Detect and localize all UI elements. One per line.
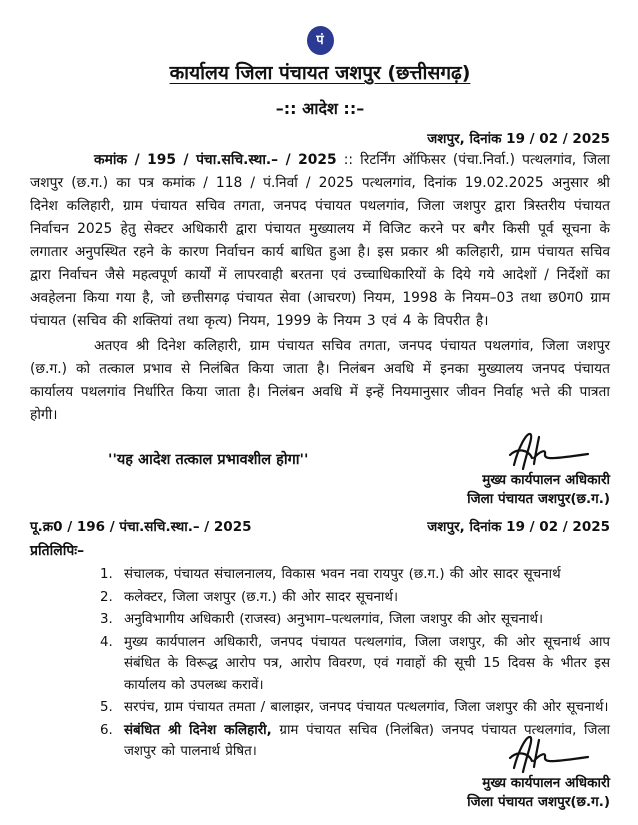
signature-block-1 xyxy=(467,427,610,509)
signature-block-2 xyxy=(467,730,610,812)
order-heading: –:: आदेश ::– xyxy=(275,99,365,118)
signature-block-2-wrap xyxy=(30,730,610,812)
effective-quote: ''यह आदेश तत्काल प्रभावशील होगा'' xyxy=(108,452,309,468)
signature-scribble-icon xyxy=(506,730,592,774)
endorsement-date: जशपुर, दिनांक 19 / 02 / 2025 xyxy=(427,519,610,535)
signatory-office: जिला पंचायत जशपुर(छ.ग.) xyxy=(467,491,610,507)
copy-item: 4. मुख्य कार्यपालन अधिकारी, जनपद पंचायत पत्थलगांव, जिला जशपुर, की ओर सूचनार्थ आप संबंधित के विरूद्ध आरोप पत्र, आरोप विवरण, एवं गवाहों की सूची 15 दिवस के भीतर इस कार्यालय को उपलब्ध करावें। xyxy=(118,632,610,697)
reference-number: कमांक / 195 / पंचा.सचि.स्था.– / 2025 xyxy=(94,152,337,168)
signature-scribble-icon xyxy=(506,427,592,471)
copy-item: 5. सरपंच, ग्राम पंचायत तमता / बालाझर, जनपद पंचायत पत्थलगांव, जिला जशपुर की ओर सूचनार्थ। xyxy=(118,697,610,719)
copies-heading: प्रतिलिपिः– xyxy=(30,543,85,559)
endorsement-ref-row xyxy=(30,517,610,535)
copy-item: 1. संचालक, पंचायत संचालनालय, विकास भवन नवा रायपुर (छ.ग.) की ओर सादर सूचनार्थ xyxy=(118,564,610,586)
date-line: जशपुर, दिनांक 19 / 02 / 2025 xyxy=(427,131,610,147)
endorsement-ref: पू.क्र0 / 196 / पंचा.सचि.स्था.– / 2025 xyxy=(30,519,252,535)
signatory-title: मुख्य कार्यपालन अधिकारी xyxy=(482,774,610,791)
letterhead xyxy=(30,26,610,119)
logo-letter: पं xyxy=(316,33,324,48)
quote-signature-row xyxy=(30,427,610,509)
body-paragraph-2: अतएव श्री दिनेश कलिहारी, ग्राम पंचायत सचिव तगता, जनपद पंचायत पथलगांव, जिला जशपुर (छ.ग.) को तत्काल प्रभाव से निलंबित किया जाता है। निलंबन अवधि में इनका मुख्यालय जनपद पंचायत कार्यालय पथलगांव निर्धारित किया जाता है। निलंबन अवधि में इन्हें नियमानुसार जीवन निर्वाह भत्ते की पात्रता होगी। xyxy=(30,338,610,423)
copy-item-6-name: संबंधित श्री दिनेश कलिहारी, xyxy=(124,722,272,738)
body-paragraph-1 xyxy=(30,149,610,333)
signatory-office: जिला पंचायत जशपुर(छ.ग.) xyxy=(467,793,610,810)
copy-item: 2. कलेक्टर, जिला जशपुर (छ.ग.) की ओर सादर सूचनार्थ। xyxy=(118,587,610,609)
copy-item: 3. अनुविभागीय अधिकारी (राजस्व) अनुभाग–पत्थलगांव, जिला जशपुर की ओर सूचनार्थ। xyxy=(118,609,610,631)
signatory-title: मुख्य कार्यपालन अधिकारी xyxy=(482,472,610,488)
panchayat-logo-icon xyxy=(307,26,334,55)
page-title: कार्यालय जिला पंचायत जशपुर (छत्तीसगढ़) xyxy=(169,62,471,84)
copy-item-6-text: ग्राम पंचायत सचिव (निलंबित) जनपद पंचायत पत्थलगांव, जिला जशपुर को पालनार्थ प्रेषित। xyxy=(124,722,610,759)
paragraph-1-text: :: रिटर्निंग ऑफिसर (पंचा.निर्वा.) पत्थलगांव, जिला जशपुर (छ.ग.) का पत्र कमांक / 118 / पं.निर्वा / 2025 पत्थलगांव, दिनांक 19.02.2025 अनुसार श्री दिनेश कलिहारी, ग्राम पंचायत सचिव तगता, जनपद पंचायत पथलगांव, जिला जशपुर द्वारा त्रिस्तरीय पंचायत निर्वाचन 2025 हेतु सेक्टर अधिकारी द्वारा पंचायत मुख्यालय में विजिट करने पर बगैर किसी पूर्व सूचना के लगातार अनुपस्थित रहने के कारण निर्वाचन कार्य बाधित हुआ है। इस प्रकार श्री कलिहारी, ग्राम पंचायत सचिव द्वारा निर्वाचन जैसे महत्वपूर्ण कार्यों में लापरवाही बरतना एवं उच्चाधिकारियों के दिये गये आदेशों / निर्देशों का अवहेलना किया गया है, जो छत्तीसगढ़ पंचायत सेवा (आचरण) नियम, 1998 के नियम–03 तथा छ0ग0 ग्राम पंचायत (सचिव की शक्तियां तथा कृत्य) नियम, 1999 के नियम 3 एवं 4 के विपरीत है। xyxy=(30,152,610,329)
